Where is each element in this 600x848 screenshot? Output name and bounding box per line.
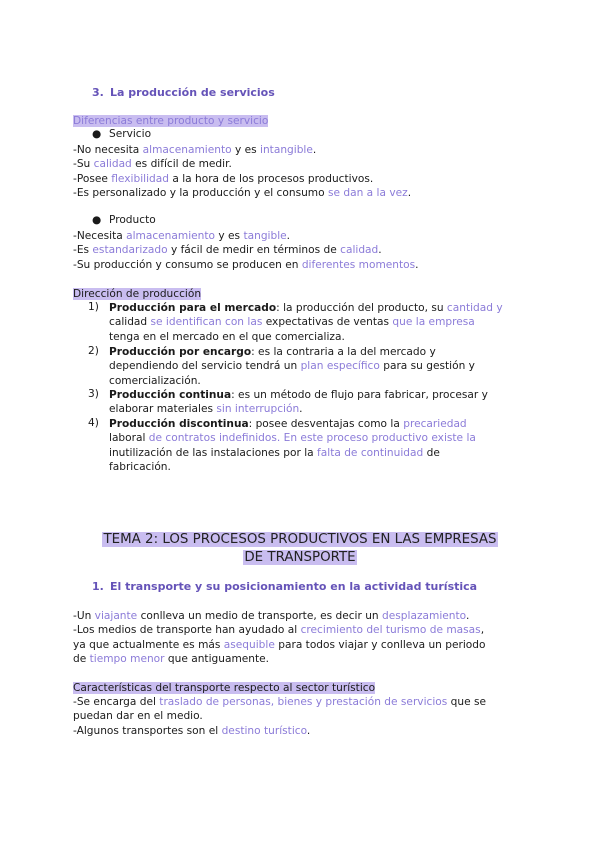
text-line xyxy=(109,315,540,329)
plain-text: y es xyxy=(231,144,261,156)
plain-text: : la producción del producto, su xyxy=(276,302,447,314)
plain-text: ya que actualmente es más xyxy=(73,638,224,651)
transporte-lines xyxy=(73,609,538,666)
list-item-number: 3) xyxy=(88,388,99,400)
highlighted-term: desplazamiento xyxy=(382,610,466,622)
direccion-heading: Dirección de producción xyxy=(73,288,202,300)
list-item xyxy=(109,388,540,417)
term-bold: Producción para el mercado xyxy=(109,302,277,314)
highlighted-term: crecimiento del turismo de masas xyxy=(300,624,481,637)
plain-text: -No necesita xyxy=(73,144,143,156)
text-line xyxy=(109,388,540,402)
plain-text: -Posee xyxy=(73,172,112,185)
highlighted-term: viajante xyxy=(94,610,138,622)
highlighted-term: tangible xyxy=(243,230,287,242)
plain-text: es difícil de medir. xyxy=(131,158,232,171)
plain-text: -Necesita xyxy=(73,230,127,242)
section-title: El transporte y su posicionamiento en la actividad turística xyxy=(110,580,478,593)
plain-text: comercialización. xyxy=(109,374,201,387)
tema-title: TEMA 2: LOS PROCESOS PRODUCTIVOS EN LAS EMPRESAS DE TRANSPORTE xyxy=(103,532,497,565)
highlighted-term: se identifican con las xyxy=(147,316,266,329)
highlighted-term: que la empresa xyxy=(389,316,475,329)
text-line xyxy=(109,402,540,416)
highlighted-term: falta de continuidad xyxy=(317,446,424,459)
text-line xyxy=(109,330,540,344)
plain-text: . xyxy=(465,610,470,622)
plain-text: expectativas de ventas xyxy=(265,316,390,329)
plain-text: de xyxy=(423,446,440,459)
plain-text: puedan dar en el medio. xyxy=(73,710,203,723)
text-line xyxy=(109,417,540,431)
plain-text: que antiguamente. xyxy=(164,652,270,665)
plain-text: : posee desventajas como la xyxy=(248,418,404,430)
list-item xyxy=(109,301,540,344)
plain-text: dependiendo del servicio tendrá un xyxy=(109,360,301,373)
bullet-dot: ● xyxy=(92,214,102,226)
plain-text: -Su xyxy=(73,158,94,171)
term-bold: Producción continua xyxy=(109,389,232,401)
text-line xyxy=(73,186,538,200)
plain-text: . xyxy=(286,230,291,242)
list-item-number: 2) xyxy=(88,345,99,357)
section-title: La producción de servicios xyxy=(110,86,275,99)
term-bold: Producción discontinua xyxy=(109,418,249,430)
plain-text: -Se encarga del xyxy=(73,696,160,708)
plain-text: -Algunos transportes son el xyxy=(73,724,222,737)
plain-text: . xyxy=(299,403,303,416)
text-line xyxy=(73,143,538,157)
text-line xyxy=(73,609,538,623)
text-line xyxy=(109,301,540,315)
highlighted-term: calidad xyxy=(340,244,379,257)
highlighted-term: calidad xyxy=(93,158,132,171)
highlighted-term: plan específico xyxy=(300,360,380,373)
plain-text: de xyxy=(73,652,90,665)
highlighted-term: intangible xyxy=(260,144,313,156)
list-item-number: 1) xyxy=(88,301,99,313)
plain-text: elaborar materiales xyxy=(109,403,217,416)
plain-text: -Su producción y consumo se producen en xyxy=(73,258,302,271)
plain-text: : es la contraria a la del mercado y xyxy=(251,346,436,358)
text-line xyxy=(73,652,538,666)
caracteristicas-lines xyxy=(73,695,538,738)
term-bold: Producción por encargo xyxy=(109,346,252,358)
text-line xyxy=(73,724,538,738)
text-line xyxy=(109,460,540,474)
section-number: 1. xyxy=(92,580,104,593)
text-line xyxy=(109,446,540,460)
plain-text: -Un xyxy=(73,610,95,622)
plain-text: para todos viajar y conlleva un periodo xyxy=(274,638,486,651)
diferencias-heading: Diferencias entre producto y servicio xyxy=(73,115,269,127)
highlighted-term: precariedad xyxy=(403,418,467,430)
plain-text: : es un método de flujo para fabricar, procesar y xyxy=(231,389,488,401)
plain-text: , xyxy=(480,624,485,637)
plain-text: . xyxy=(415,258,419,271)
text-line xyxy=(109,431,540,445)
producto-label: Producto xyxy=(109,214,156,226)
highlighted-term: de contratos indefinidos. En este proceso productivo existe la xyxy=(145,432,476,445)
plain-text: a la hora de los procesos productivos. xyxy=(168,172,374,185)
highlighted-term: diferentes momentos xyxy=(301,258,416,271)
text-line xyxy=(73,229,538,243)
text-line xyxy=(73,638,538,652)
producto-lines xyxy=(73,229,538,272)
highlighted-term: traslado de personas, bienes y prestación de servicios xyxy=(159,696,448,708)
plain-text: -Los medios de transporte han ayudado al xyxy=(73,624,301,637)
list-item xyxy=(109,417,540,474)
plain-text: tenga en el mercado en el que comercializa. xyxy=(109,330,345,343)
highlighted-term: almacenamiento xyxy=(142,144,232,156)
plain-text: . xyxy=(312,144,317,156)
highlighted-term: sin interrupción xyxy=(216,403,300,416)
list-item xyxy=(109,345,540,388)
plain-text: que se xyxy=(447,696,487,708)
highlighted-term: almacenamiento xyxy=(126,230,216,242)
caracteristicas-heading: Características del transporte respecto al sector turístico xyxy=(73,682,376,694)
plain-text: -Es xyxy=(73,244,93,257)
plain-text: . xyxy=(378,244,382,257)
plain-text: calidad xyxy=(109,316,148,329)
plain-text: . xyxy=(407,186,412,199)
text-line xyxy=(73,157,538,171)
text-line xyxy=(73,258,538,272)
servicio-label: Servicio xyxy=(109,128,152,140)
plain-text: conlleva un medio de transporte, es decir un xyxy=(137,610,383,622)
bullet-dot: ● xyxy=(92,128,102,140)
highlighted-term: cantidad y xyxy=(446,302,503,314)
plain-text: inutilización de las instalaciones por la xyxy=(109,446,318,459)
highlighted-term: asequible xyxy=(223,638,275,651)
text-line xyxy=(73,172,538,186)
text-line xyxy=(73,243,538,257)
text-line xyxy=(73,695,538,709)
plain-text: para su gestión y xyxy=(379,360,475,373)
plain-text: -Es personalizado y la producción y el consumo xyxy=(73,186,328,199)
text-line xyxy=(73,709,538,723)
plain-text: . xyxy=(306,724,311,737)
servicio-lines xyxy=(73,143,538,200)
highlighted-term: flexibilidad xyxy=(111,172,169,185)
highlighted-term: destino turístico xyxy=(221,724,307,737)
highlighted-term: se dan a la vez xyxy=(327,186,408,199)
plain-text: fabricación. xyxy=(109,460,171,473)
text-line xyxy=(109,345,540,359)
plain-text: y fácil de medir en términos de xyxy=(167,244,341,257)
section-number: 3. xyxy=(92,86,104,99)
text-line xyxy=(73,623,538,637)
highlighted-term: estandarizado xyxy=(92,244,168,257)
list-item-number: 4) xyxy=(88,417,99,429)
text-line xyxy=(109,374,540,388)
plain-text: y es xyxy=(215,230,244,242)
text-line xyxy=(109,359,540,373)
plain-text: laboral xyxy=(109,432,146,445)
highlighted-term: tiempo menor xyxy=(89,652,165,665)
